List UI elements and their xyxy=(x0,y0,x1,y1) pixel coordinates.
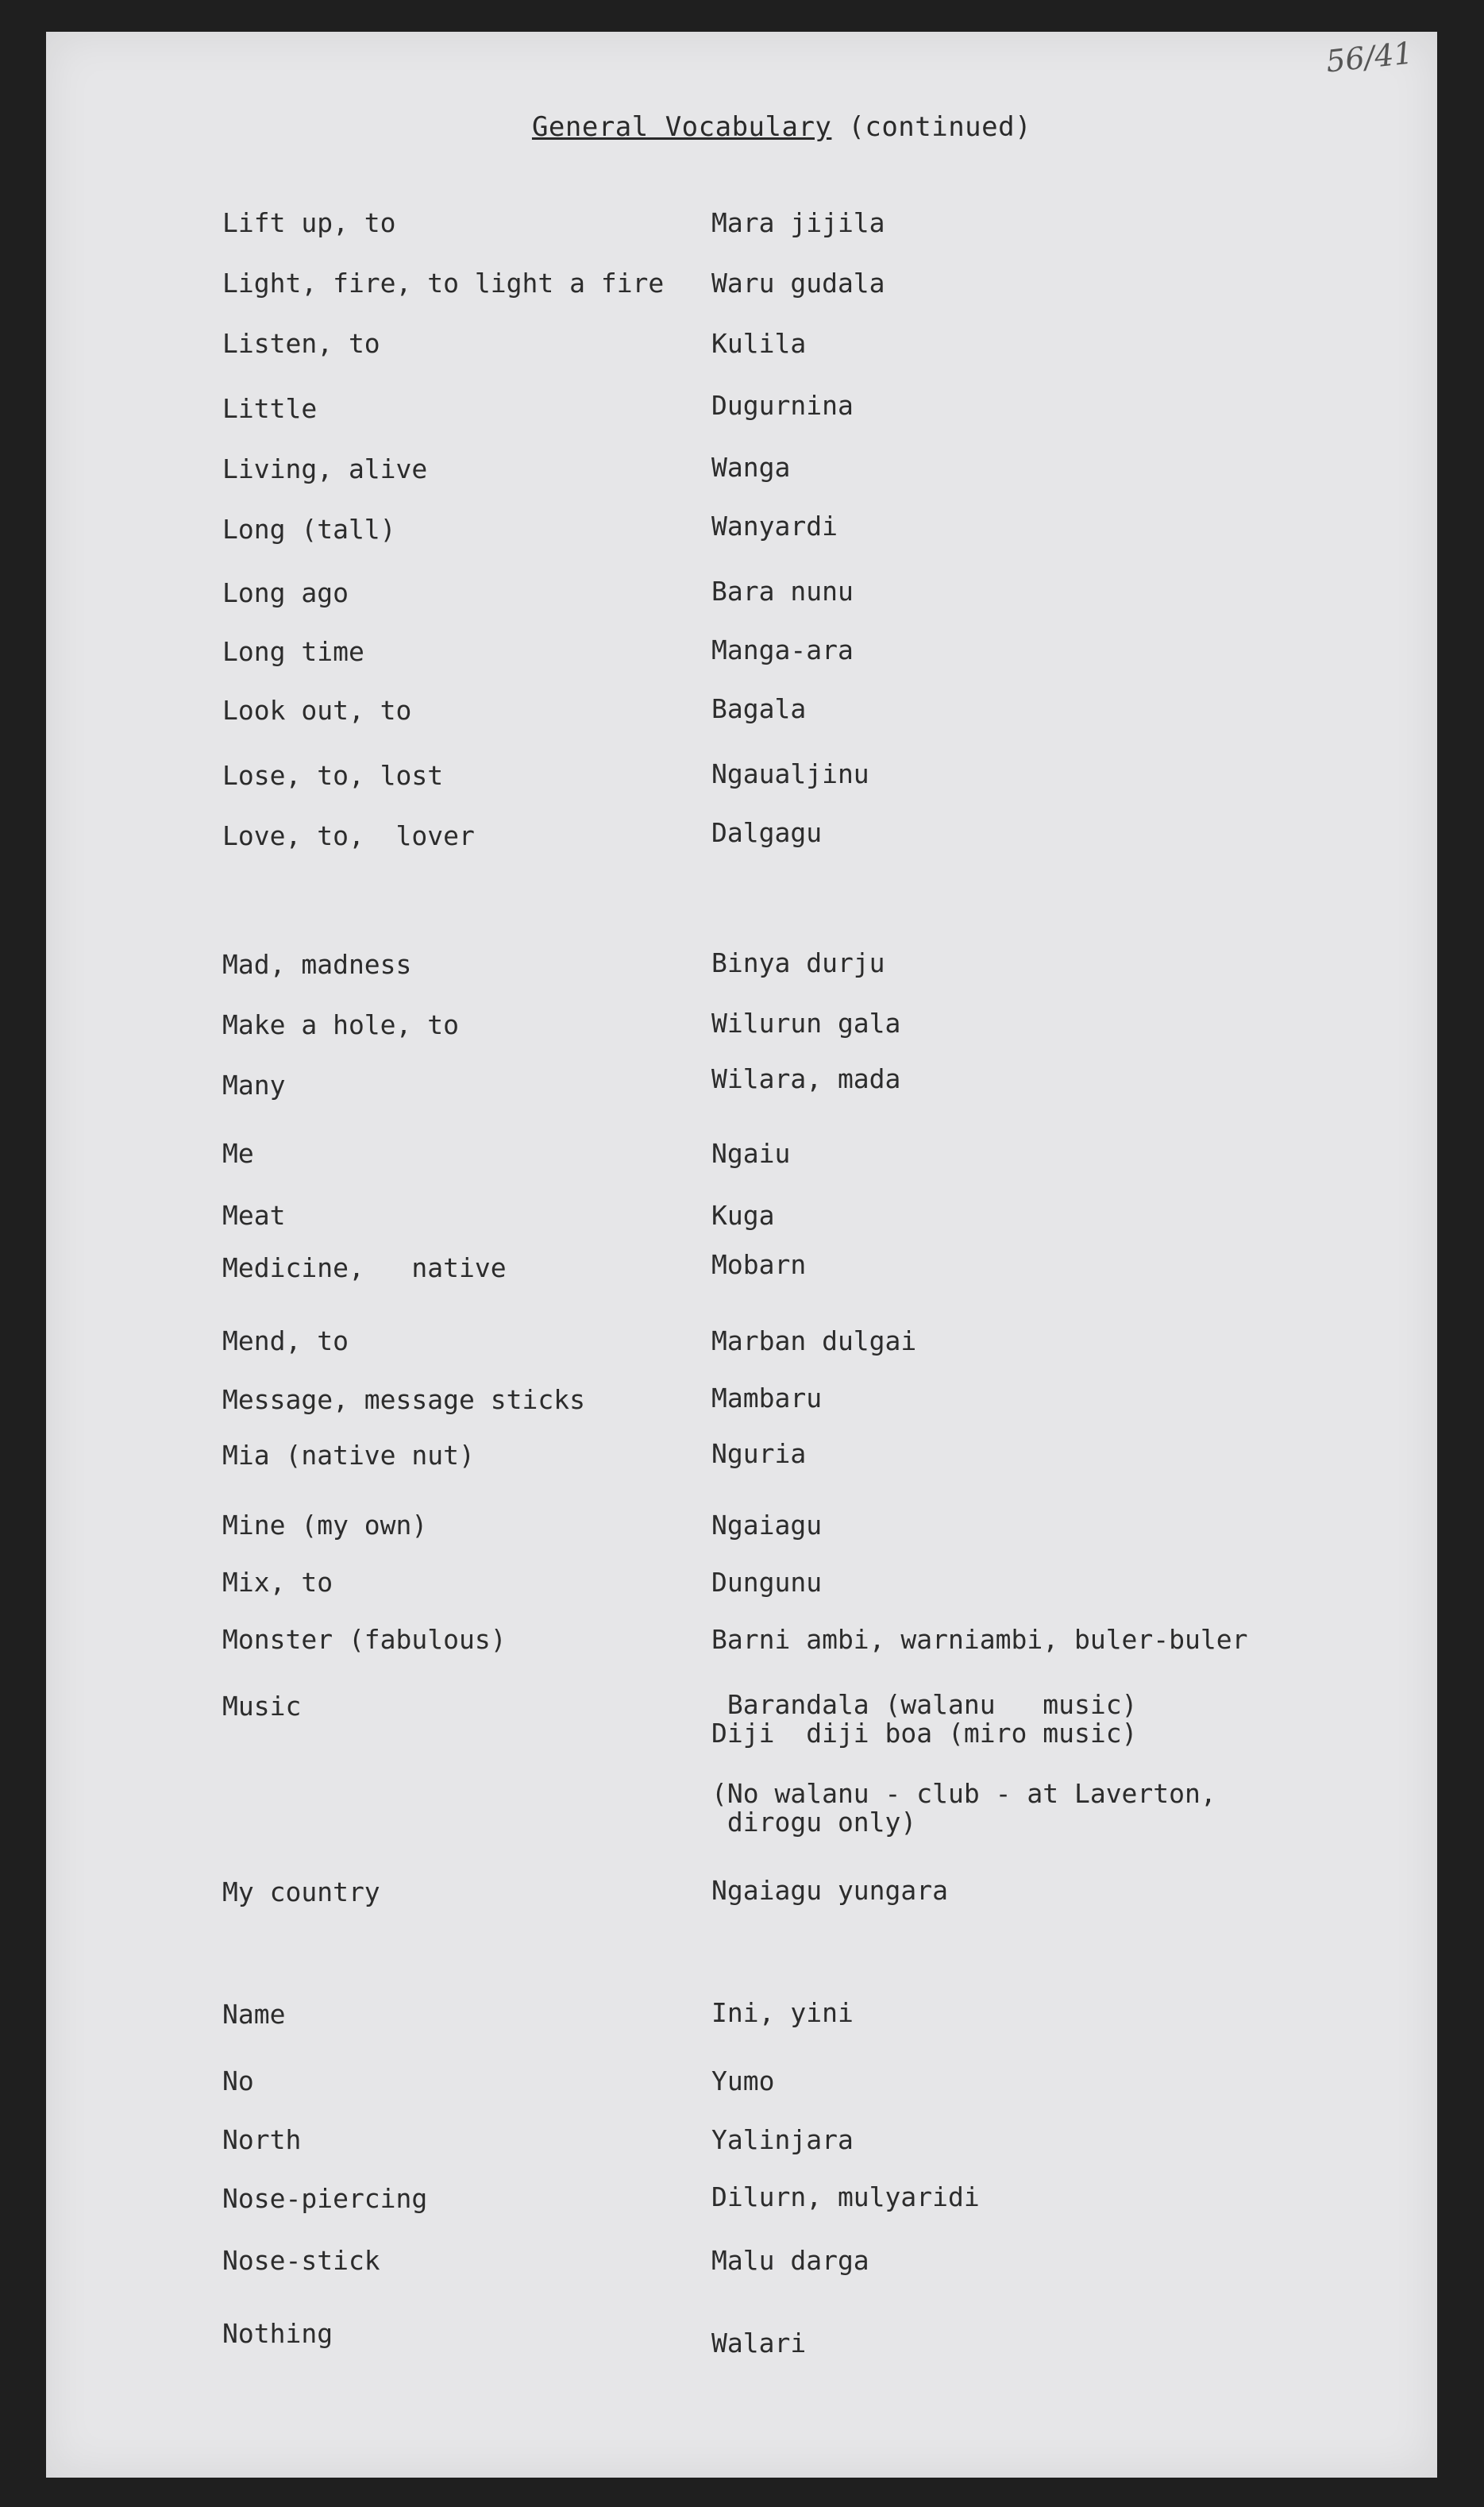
entry-english: North xyxy=(222,2124,302,2155)
entry-english: Light, fire, to light a fire xyxy=(222,268,665,299)
entry-english: Nothing xyxy=(222,2318,333,2349)
entry-aboriginal: Mobarn xyxy=(711,1249,807,1280)
entry-english: Listen, to xyxy=(222,328,380,359)
entry-english: Living, alive xyxy=(222,453,428,484)
entry-aboriginal: Yumo xyxy=(711,2065,775,2096)
entry-english: Love, to, lover xyxy=(222,820,475,851)
entry-english: Music xyxy=(222,1691,302,1722)
entry-english: Medicine, native xyxy=(222,1252,507,1283)
entry-aboriginal: Wilurun gala xyxy=(711,1008,901,1039)
entry-aboriginal: Barandala (walanu music) xyxy=(711,1689,1138,1720)
entry-aboriginal: Marban dulgai xyxy=(711,1325,917,1356)
entry-english: Mine (my own) xyxy=(222,1510,428,1541)
entry-aboriginal: Binya durju xyxy=(711,947,885,978)
entry-english: Make a hole, to xyxy=(222,1009,460,1040)
entry-aboriginal: (No walanu - club - at Laverton, xyxy=(711,1778,1216,1809)
entry-english: Many xyxy=(222,1070,286,1101)
entry-aboriginal: dirogu only) xyxy=(711,1807,917,1838)
entry-english: Mia (native nut) xyxy=(222,1440,475,1471)
entry-english: Look out, to xyxy=(222,695,412,726)
entry-english: No xyxy=(222,2065,254,2096)
entry-aboriginal: Ngaiagu yungara xyxy=(711,1875,949,1906)
entry-aboriginal: Dugurnina xyxy=(711,390,854,421)
entry-english: Meat xyxy=(222,1200,286,1231)
entry-aboriginal: Mambaru xyxy=(711,1383,823,1414)
entry-aboriginal: Walari xyxy=(711,2328,807,2359)
entry-english: Long time xyxy=(222,636,364,667)
entry-english: Lose, to, lost xyxy=(222,760,444,791)
entry-english: Message, message sticks xyxy=(222,1384,585,1415)
entry-english: Me xyxy=(222,1138,254,1169)
entry-aboriginal: Ngaiu xyxy=(711,1138,791,1169)
entry-aboriginal: Wanga xyxy=(711,452,791,483)
entry-aboriginal: Wanyardi xyxy=(711,511,838,542)
entry-english: Long ago xyxy=(222,577,349,608)
entry-aboriginal: Barni ambi, warniambi, buler-buler xyxy=(711,1624,1248,1655)
entry-english: Monster (fabulous) xyxy=(222,1624,507,1655)
entry-english: Little xyxy=(222,393,318,424)
entry-aboriginal: Yalinjara xyxy=(711,2124,854,2155)
entry-aboriginal: Kuga xyxy=(711,1200,775,1231)
entry-aboriginal: Ngaualjinu xyxy=(711,758,869,789)
entry-aboriginal: Malu darga xyxy=(711,2245,869,2276)
title-underlined: General Vocabulary xyxy=(531,111,832,143)
entry-aboriginal: Manga-ara xyxy=(711,634,854,665)
entry-aboriginal: Bagala xyxy=(711,693,807,724)
entry-aboriginal: Mara jijila xyxy=(711,207,885,238)
entry-aboriginal: Wilara, mada xyxy=(711,1063,901,1094)
title-suffix: (continued) xyxy=(848,111,1032,143)
entry-aboriginal: Dungunu xyxy=(711,1567,823,1598)
entry-english: Lift up, to xyxy=(222,207,396,238)
entry-english: My country xyxy=(222,1876,380,1907)
entry-aboriginal: Ini, yini xyxy=(711,1997,854,2028)
entry-english: Mix, to xyxy=(222,1567,333,1598)
entry-aboriginal: Kulila xyxy=(711,328,807,359)
entry-aboriginal: Dilurn, mulyaridi xyxy=(711,2181,980,2212)
entry-aboriginal: Waru gudala xyxy=(711,268,885,299)
entry-aboriginal: Diji diji boa (miro music) xyxy=(711,1718,1138,1749)
entry-aboriginal: Bara nunu xyxy=(711,576,854,607)
entry-aboriginal: Dalgagu xyxy=(711,817,823,848)
entry-aboriginal: Nguria xyxy=(711,1438,807,1469)
entry-english: Mend, to xyxy=(222,1325,349,1356)
entry-english: Nose-stick xyxy=(222,2245,380,2276)
entry-english: Nose-piercing xyxy=(222,2183,428,2214)
folio-number: 56/41 xyxy=(1324,35,1415,79)
entry-english: Name xyxy=(222,1999,286,2030)
page-title xyxy=(0,111,1484,143)
entry-english: Mad, madness xyxy=(222,949,412,980)
entry-aboriginal: Ngaiagu xyxy=(711,1510,823,1541)
entry-english: Long (tall) xyxy=(222,514,396,545)
